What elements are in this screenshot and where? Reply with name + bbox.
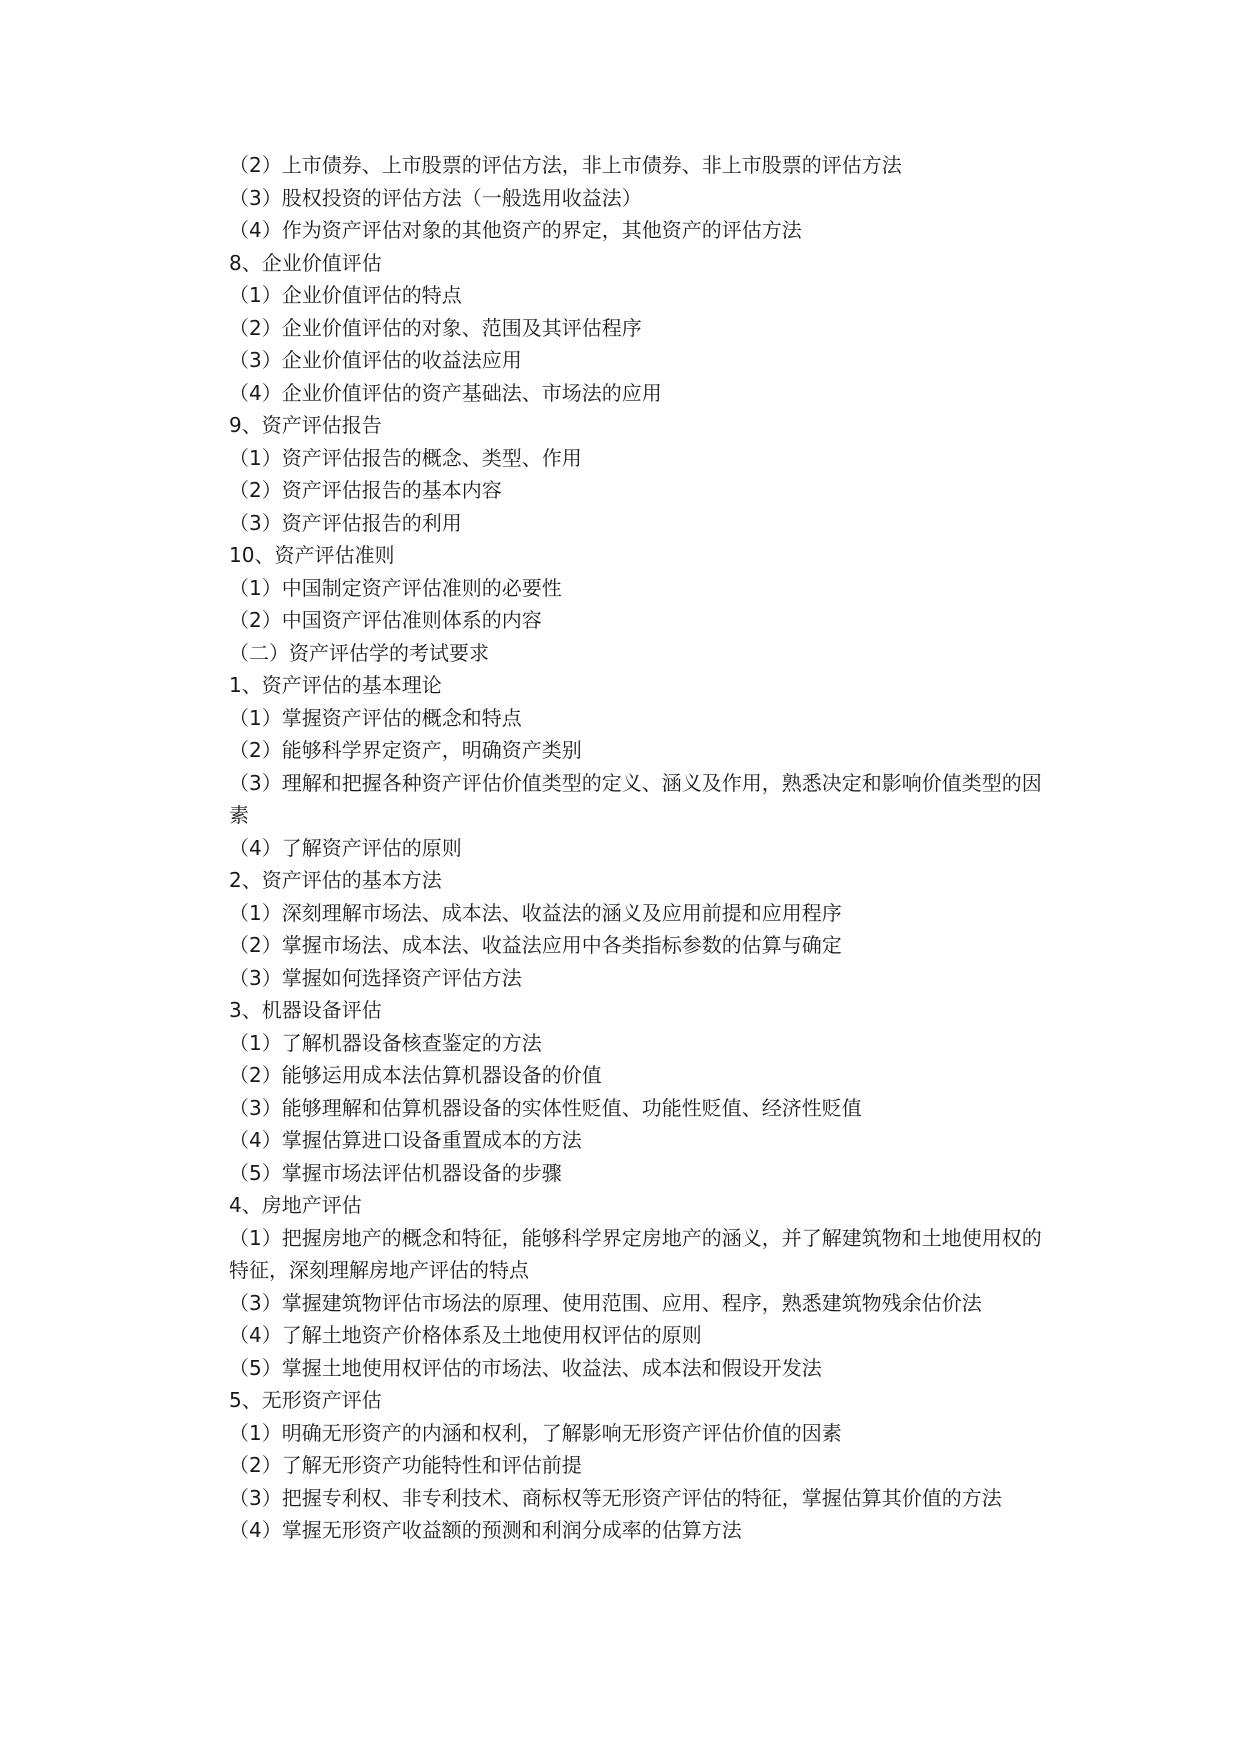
- text-line: （2）资产评估报告的基本内容: [229, 478, 502, 502]
- text-line: （2）企业价值评估的对象、范围及其评估程序: [229, 315, 642, 340]
- text-line: （3）能够理解和估算机器设备的实体性贬值、功能性贬值、经济性贬值: [229, 1095, 862, 1120]
- text-line: （4）了解资产评估的原则: [229, 835, 462, 860]
- text-line: （1）资产评估报告的概念、类型、作用: [229, 445, 582, 470]
- section-heading: 4、房地产评估: [229, 1193, 362, 1217]
- text-line: （2）能够运用成本法估算机器设备的价值: [229, 1063, 602, 1087]
- text-line: （3）企业价值评估的收益法应用: [229, 348, 522, 372]
- text-line: （3）理解和把握各种资产评估价值类型的定义、涵义及作用，熟悉决定和影响价值类型的因素: [229, 770, 1042, 827]
- text-line: （4）作为资产评估对象的其他资产的界定，其他资产的评估方法: [229, 218, 802, 242]
- text-line: （1）把握房地产的概念和特征，能够科学界定房地产的涵义，并了解建筑物和土地使用权的特征，深刻理解房地产评估的特点: [229, 1225, 1042, 1282]
- text-line: （4）掌握无形资产收益额的预测和利润分成率的估算方法: [229, 1518, 742, 1542]
- text-line: （1）了解机器设备核查鉴定的方法: [229, 1030, 542, 1055]
- text-line: （4）掌握估算进口设备重置成本的方法: [229, 1128, 582, 1152]
- document-body: [229, 149, 1059, 1547]
- text-line: （1）中国制定资产评估准则的必要性: [229, 575, 562, 600]
- text-line: （4）了解土地资产价格体系及土地使用权评估的原则: [229, 1323, 702, 1347]
- section-heading: 5、无形资产评估: [229, 1388, 382, 1412]
- text-line: （3）股权投资的评估方法（一般选用收益法）: [229, 185, 642, 210]
- text-line: （2）能够科学界定资产，明确资产类别: [229, 738, 582, 762]
- text-line: （2）了解无形资产功能特性和评估前提: [229, 1453, 582, 1477]
- text-line: （3）资产评估报告的利用: [229, 510, 462, 535]
- text-line: （1）企业价值评估的特点: [229, 283, 462, 307]
- text-line: （2）上市债券、上市股票的评估方法，非上市债券、非上市股票的评估方法: [229, 153, 902, 177]
- section-heading: 2、资产评估的基本方法: [229, 868, 442, 892]
- text-line: （3）掌握建筑物评估市场法的原理、使用范围、应用、程序，熟悉建筑物残余估价法: [229, 1290, 982, 1315]
- text-line: （5）掌握土地使用权评估的市场法、收益法、成本法和假设开发法: [229, 1355, 822, 1380]
- text-line: （4）企业价值评估的资产基础法、市场法的应用: [229, 380, 662, 405]
- text-line: （1）掌握资产评估的概念和特点: [229, 705, 522, 730]
- section-heading: 1、资产评估的基本理论: [229, 673, 442, 697]
- section-heading: 9、资产评估报告: [229, 413, 382, 437]
- text-line: （1）明确无形资产的内涵和权利，了解影响无形资产评估价值的因素: [229, 1420, 842, 1445]
- text-line: （2）掌握市场法、成本法、收益法应用中各类指标参数的估算与确定: [229, 933, 842, 957]
- section-heading: 8、企业价值评估: [229, 250, 382, 275]
- text-line: （1）深刻理解市场法、成本法、收益法的涵义及应用前提和应用程序: [229, 900, 842, 925]
- text-line: （2）中国资产评估准则体系的内容: [229, 608, 542, 632]
- subsection-heading: （二）资产评估学的考试要求: [229, 640, 489, 665]
- text-line: （5）掌握市场法评估机器设备的步骤: [229, 1160, 562, 1185]
- text-line: （3）掌握如何选择资产评估方法: [229, 965, 522, 990]
- section-heading: 3、机器设备评估: [229, 998, 382, 1022]
- text-line: （3）把握专利权、非专利技术、商标权等无形资产评估的特征，掌握估算其价值的方法: [229, 1485, 1002, 1510]
- section-heading: 10、资产评估准则: [229, 543, 395, 567]
